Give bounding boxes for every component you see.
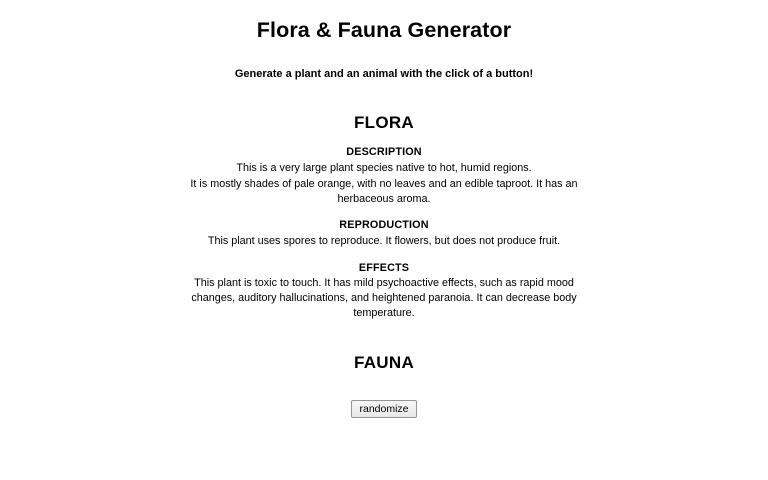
flora-effects-field — [184, 249, 584, 321]
flora-effects-text: This plant is toxic to touch. It has mild psychoactive effects, such as rapid mood changes, auditory hallucinations, and heightened paranoia. It can decrease body temperature. — [191, 277, 577, 320]
fauna-heading: FAUNA — [353, 352, 415, 372]
flora-description-line-2: It is mostly shades of pale orange, with no leaves and an edible taproot. It has an herbaceous aroma. — [190, 177, 578, 205]
flora-description-field — [184, 133, 584, 206]
fauna-section — [184, 321, 584, 375]
flora-reproduction-field — [184, 206, 584, 248]
flora-description-line-1: This is a very large plant species native to hot, humid regions. — [236, 161, 532, 174]
flora-section — [184, 81, 584, 321]
randomize-button[interactable]: randomize — [351, 400, 416, 418]
flora-heading: FLORA — [353, 112, 415, 132]
flora-reproduction-label: REPRODUCTION — [339, 219, 429, 232]
flora-reproduction-text: This plant uses spores to reproduce. It flowers, but does not produce fruit. — [207, 234, 561, 247]
flora-effects-label: EFFECTS — [358, 261, 410, 274]
page-title: Flora & Fauna Generator — [256, 18, 512, 42]
page-subtitle: Generate a plant and an animal with the click of a button! — [234, 67, 534, 80]
controls-row — [0, 375, 768, 418]
flora-description-label: DESCRIPTION — [346, 146, 422, 159]
